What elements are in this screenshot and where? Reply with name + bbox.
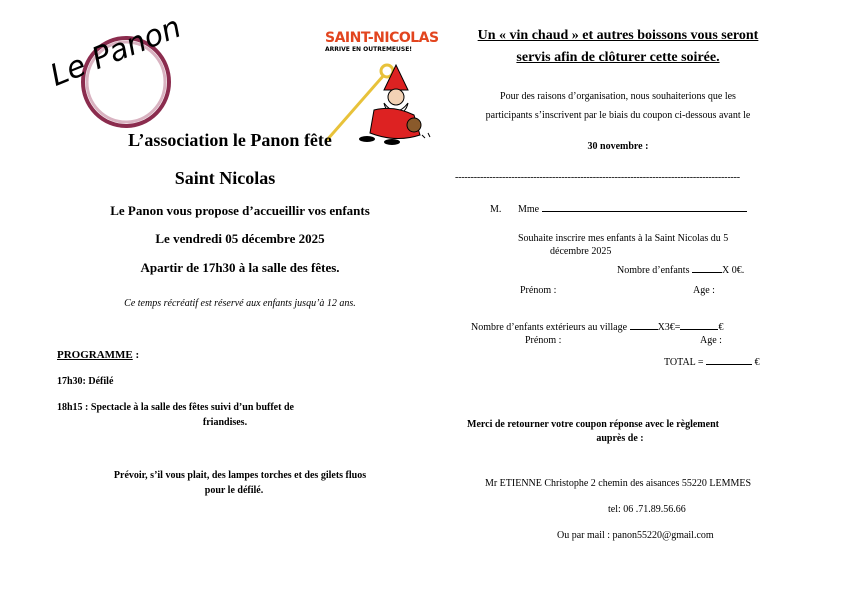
organisation-line2: participants s’inscrivent par le biais du coupon ci-dessous avant le <box>485 110 751 121</box>
title-mme: Mme <box>518 204 540 215</box>
saint-nicolas-sticker <box>322 30 437 145</box>
phone: tel: 06 .71.89.56.66 <box>608 504 686 515</box>
email: Ou par mail : panon55220@gmail.com <box>557 530 714 541</box>
nb-enfants-label: Nombre d’enfants <box>617 265 690 276</box>
deadline: 30 novembre : <box>587 141 649 152</box>
event-subtitle: Saint Nicolas <box>174 168 276 188</box>
souhaite-line2: décembre 2025 <box>550 246 612 257</box>
event-time-place: Apartir de 17h30 à la salle des fêtes. <box>140 260 340 275</box>
cut-line: ------------------------------------------------------------------------------------------- <box>455 172 740 183</box>
total-label: TOTAL = <box>664 357 704 368</box>
logo <box>45 9 187 130</box>
address: Mr ETIENNE Christophe 2 chemin des aisances 55220 LEMMES <box>484 478 752 489</box>
ext-enfants-label: Nombre d’enfants extérieurs au village <box>471 322 628 333</box>
souhaite-line1: Souhaite inscrire mes enfants à la Saint Nicolas du 5 <box>518 233 729 244</box>
event-title: L’association le Panon fête <box>128 130 332 150</box>
age-label-2: Age : <box>700 335 722 346</box>
reminder-line1: Prévoir, s’il vous plait, des lampes torches et des gilets fluos <box>113 470 367 481</box>
nb-enfants-field[interactable] <box>692 272 722 273</box>
sticker-title: SAINT-NICOLAS <box>325 30 439 46</box>
prenom-label-2: Prénom : <box>525 335 562 346</box>
event-date: Le vendredi 05 décembre 2025 <box>155 231 325 246</box>
ext-enfants-field[interactable] <box>630 329 658 330</box>
age-label-1: Age : <box>693 285 715 296</box>
title-mme-row <box>518 204 747 215</box>
ext-amount-field[interactable] <box>680 329 718 330</box>
logo-text: Le Panon <box>45 9 187 94</box>
programme-heading <box>57 349 139 361</box>
total-row <box>664 357 760 368</box>
merci-line2: auprès de : <box>596 433 644 444</box>
prenom-label-1: Prénom : <box>520 285 557 296</box>
vin-chaud-line2: servis afin de clôturer cette soirée. <box>516 50 720 65</box>
programme-item-spectacle-cont: friandises. <box>202 417 248 428</box>
name-field[interactable] <box>542 211 747 212</box>
intro-line: Le Panon vous propose d’accueillir vos enfants <box>110 203 370 218</box>
reminder-line2: pour le défilé. <box>204 485 264 496</box>
organisation-line1: Pour des raisons d’organisation, nous souhaiterions que les <box>500 91 736 102</box>
nb-enfants-row <box>617 265 744 276</box>
title-mr: M. <box>490 204 502 215</box>
ext-enfants-row <box>471 322 723 333</box>
programme-colon: : <box>132 349 140 361</box>
nb-enfants-suffix: X 0€. <box>721 265 745 276</box>
ext-enfants-mult: X3€= <box>657 322 681 333</box>
programme-item-defile: 17h30: Défilé <box>57 376 114 387</box>
ext-euro: € <box>718 322 724 333</box>
programme-label: PROGRAMME <box>57 349 133 361</box>
merci-line1: Merci de retourner votre coupon réponse avec le règlement <box>467 419 719 430</box>
programme-item-spectacle: 18h15 : Spectacle à la salle des fêtes suivi d’un buffet de <box>57 402 294 413</box>
age-note: Ce temps récréatif est réservé aux enfants jusqu’à 12 ans. <box>124 298 356 309</box>
total-euro: € <box>754 357 760 368</box>
sticker-subtitle: ARRIVE EN OUTREMEUSE! <box>325 46 413 53</box>
total-field[interactable] <box>706 364 752 365</box>
vin-chaud-line1: Un « vin chaud » et autres boissons vous seront <box>477 28 759 43</box>
